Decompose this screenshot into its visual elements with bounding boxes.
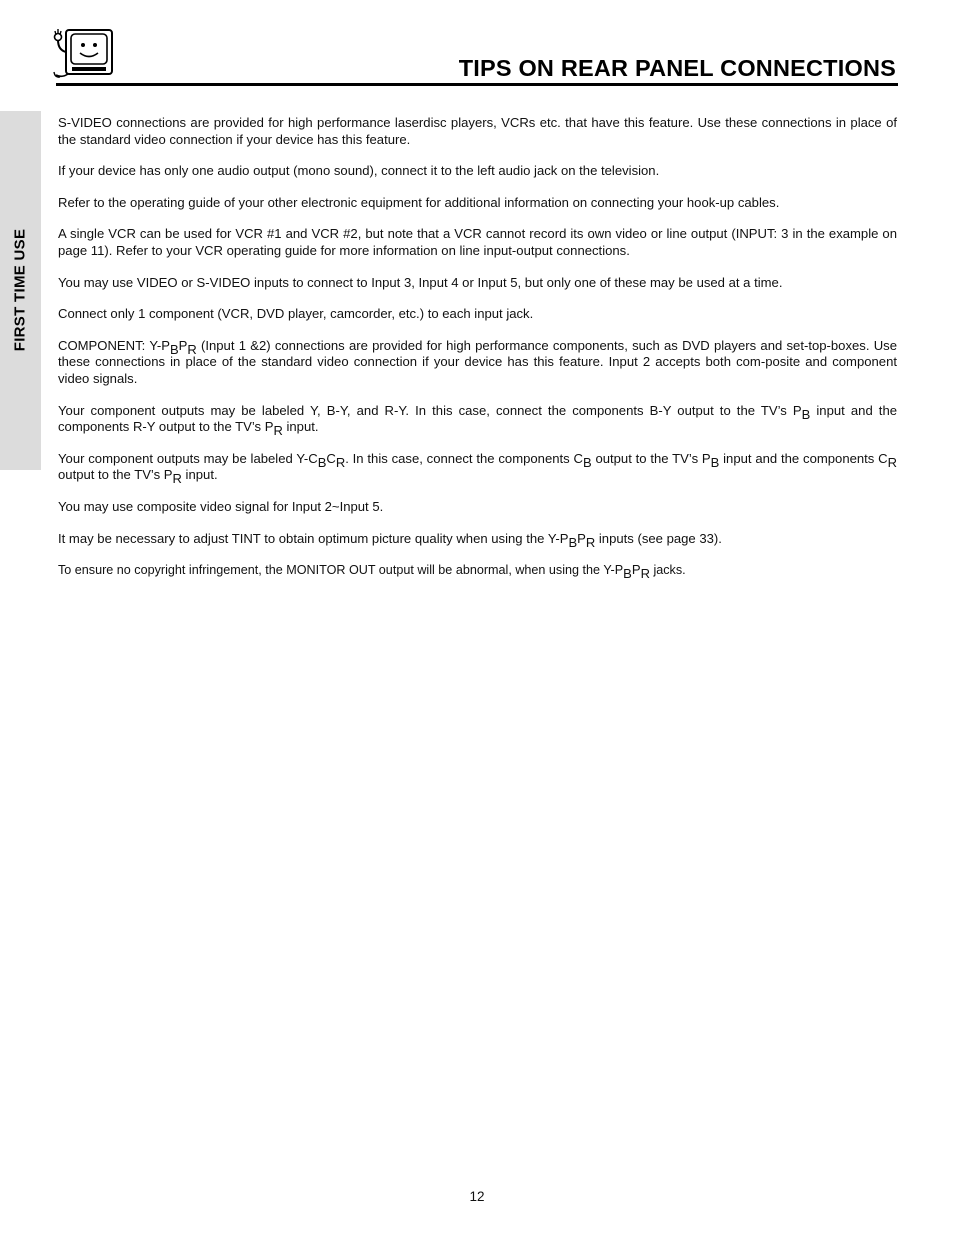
subscript: B bbox=[169, 341, 179, 357]
text-run: P bbox=[577, 530, 586, 546]
subscript: B bbox=[568, 534, 578, 550]
text-run: jacks. bbox=[649, 563, 686, 578]
subscript: R bbox=[187, 341, 197, 357]
subscript: R bbox=[887, 454, 898, 470]
tv-mascot-logo-icon bbox=[52, 26, 116, 80]
paragraph-component-ypbpr bbox=[58, 338, 897, 388]
page-title: TIPS ON REAR PANEL CONNECTIONS bbox=[458, 55, 896, 81]
section-side-tab-label: FIRST TIME USE bbox=[11, 228, 29, 352]
text-run: output to the TV’s P bbox=[591, 450, 711, 466]
paragraph-one-component: Connect only 1 component (VCR, DVD player, camcorder, etc.) to each input jack. bbox=[58, 306, 534, 322]
text-run: Your component outputs may be labeled Y, B-Y, and R-Y. In this case, connect the components B-Y output to the TV’s P bbox=[58, 402, 802, 418]
text-run: Y-P bbox=[149, 337, 170, 353]
subscript: R bbox=[273, 423, 283, 439]
subscript: B bbox=[801, 406, 811, 422]
text-run: C bbox=[326, 450, 336, 466]
paragraph-composite-video: You may use composite video signal for Input 2~Input 5. bbox=[58, 498, 384, 514]
paragraph-monitor-out bbox=[58, 562, 897, 582]
paragraph-tint bbox=[58, 531, 897, 548]
text-run: input and the components C bbox=[719, 450, 888, 466]
text-run: Y-P bbox=[603, 563, 624, 578]
page-number: 12 bbox=[469, 1189, 485, 1204]
subscript: B bbox=[623, 566, 632, 582]
text-run: input. bbox=[282, 419, 319, 435]
title-rule bbox=[56, 83, 898, 86]
text-run: COMPONENT: bbox=[58, 337, 146, 353]
text-run: input and the components R-Y output to the TV’s P bbox=[58, 402, 898, 435]
text-run: input. bbox=[181, 467, 218, 483]
subscript: R bbox=[172, 471, 182, 487]
text-run: output to the TV’s P bbox=[58, 467, 173, 483]
paragraph-component-ycbcr bbox=[58, 450, 898, 487]
text-run: . In this case, connect the components C bbox=[345, 450, 583, 466]
paragraph-component-by-ry bbox=[58, 402, 898, 439]
paragraph-single-vcr: A single VCR can be used for VCR #1 and VCR #2, but note that a VCR cannot record its own video or line output (INPUT: 3 in the example on page 11). Refer to your VCR operating guide for more information on line input-output connections. bbox=[58, 226, 897, 258]
subscript: B bbox=[582, 454, 592, 470]
text-run: Your component outputs may be labeled Y-C bbox=[58, 450, 318, 466]
subscript: B bbox=[317, 454, 327, 470]
text-run: (Input 1 &2) connections are provided for high performance components, such as DVD players and set-top-boxes. Use these connections in place of the standard video connection if your device has this feature. Input 2 accepts both com-posite and component video signals. bbox=[58, 337, 898, 386]
text-run: inputs (see page 33). bbox=[595, 530, 722, 546]
subscript: R bbox=[585, 534, 596, 550]
subscript: B bbox=[710, 454, 720, 470]
subscript: R bbox=[640, 566, 650, 582]
paragraph-operating-guide: Refer to the operating guide of your other electronic equipment for additional information on connecting your hook-up cables. bbox=[58, 194, 780, 210]
text-run: It may be necessary to adjust TINT to obtain optimum picture quality when using the Y-P bbox=[58, 530, 569, 546]
subscript: R bbox=[335, 454, 346, 470]
body-content bbox=[58, 115, 897, 594]
paragraph-mono-audio: If your device has only one audio output (mono sound), connect it to the left audio jack on the television. bbox=[58, 163, 660, 179]
paragraph-s-video: S-VIDEO connections are provided for high performance laserdisc players, VCRs etc. that have this feature. Use these connections in place of the standard video connection if your device has this feature. bbox=[58, 115, 897, 147]
text-run: P bbox=[631, 562, 641, 578]
text-run: To ensure no copyright infringement, the MONITOR OUT output will be abnormal, when using the bbox=[58, 563, 604, 578]
paragraph-video-inputs: You may use VIDEO or S-VIDEO inputs to connect to Input 3, Input 4 or Input 5, but only one of these may be used at a time. bbox=[58, 274, 783, 290]
text-run: P bbox=[178, 337, 188, 353]
